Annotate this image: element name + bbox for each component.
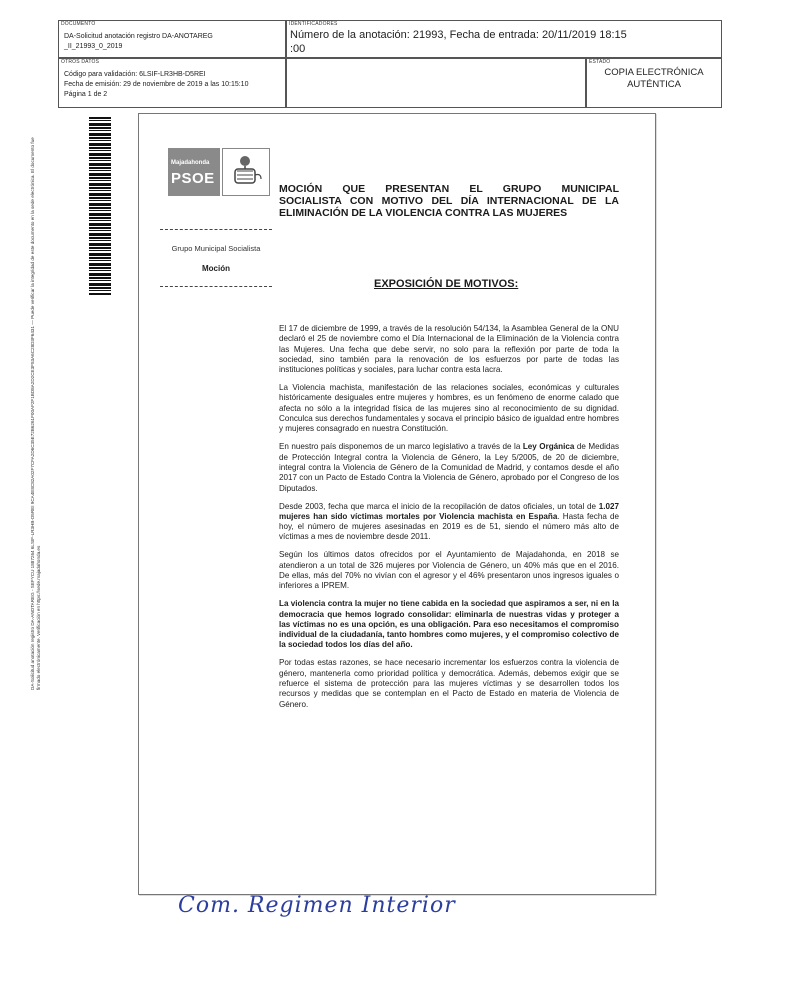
p3-text-a: En nuestro país disponemos de un marco legislativo a través de la bbox=[279, 442, 523, 452]
paragraph-3 bbox=[279, 442, 619, 493]
barcode-icon bbox=[89, 117, 111, 295]
registro-line-1: Número de la anotación: 21993, Fecha de entrada: 20/11/2019 18:15 bbox=[290, 29, 627, 41]
divider-bottom bbox=[160, 286, 272, 287]
copia-line-1: COPIA ELECTRÓNICA bbox=[604, 67, 704, 78]
body-text bbox=[279, 324, 619, 718]
p3-text-c: de Medidas de Protección Integral contra la Violencia de Género, la Ley 5/2005, de 20 de diciembre, integral contra la Violencia de Género de la Comunidad de Madrid, y contamos desde el año 2017 con un Pacto de Estado Contra la Violencia de Género, aprobado por el Congreso de los Diputados. bbox=[279, 442, 619, 493]
paragraph-4 bbox=[279, 502, 619, 543]
document-id: _II_21993_0_2019 bbox=[64, 43, 123, 50]
paragraph-2: La Violencia machista, manifestación de las relaciones sociales, económicas y culturales históricamente desiguales entre mujeres y hombres, es un fenómeno de enorme calado que afecta no sólo a la integridad física de las mujeres sino al reconocimiento de su dignidad. Conculca sus derechos fundamentales y socava el principio básico de igualdad entre hombres y mujeres consagrado en nuestra Constitución. bbox=[279, 383, 619, 434]
logo-box bbox=[168, 148, 220, 196]
paragraph-1: El 17 de diciembre de 1999, a través de la resolución 54/134, la Asamblea General de la ONU declaró el 25 de noviembre como el Día Internacional de la Eliminación de la Violencia contra las Mujeres. Una fecha que debe servir, no solo para la reflexión por parte de toda la sociedad, sino también para la renovación de los esfuerzos por parte de todas las instituciones políticas y sociales, para luchar contra esta lacra. bbox=[279, 324, 619, 375]
motion-title bbox=[279, 183, 619, 219]
otros-datos-label: OTROS DATOS bbox=[61, 59, 100, 65]
emission-date: Fecha de emisión: 29 de noviembre de 2019 a las 10:15:10 bbox=[64, 81, 249, 88]
title-line-3: ELIMINACIÓN DE LA VIOLENCIA CONTRA LAS MUJERES bbox=[279, 207, 568, 219]
page-indicator: Página 1 de 2 bbox=[64, 91, 108, 98]
document-type: Moción bbox=[202, 264, 230, 273]
divider-top bbox=[160, 229, 272, 230]
title-line-1: MOCIÓN QUE PRESENTAN EL GRUPO MUNICIPAL bbox=[279, 183, 619, 195]
estado-label: ESTADO bbox=[589, 59, 611, 65]
p4-text-a: Desde 2003, fecha que marca el inicio de la recopilación de datos oficiales, un total de bbox=[279, 501, 599, 511]
psoe-logo bbox=[168, 148, 272, 196]
registro-line-2: :00 bbox=[290, 43, 306, 55]
side-verification-text: DA-Solicitud anotación registro DA-ANOTAREG - SEFYCU 1887264 6LSIF-LR3HB-D5REI 9CA4E8C82A02F7CFA2D6C35E72B6261F00AF2F1BD8A2D2CE3F53A6C28D3F6431 — Puede verificar la integridad de este documento en la sede electrónica. El documento fue firmado electrónicamente. Verificación en https://sede.majadahonda.es bbox=[30, 137, 41, 690]
logo-city: Majadahonda bbox=[171, 160, 210, 166]
paragraph-7: Por todas estas razones, se hace necesario incrementar los esfuerzos contra la violencia de género, mantenerla como prioridad política y democrática. Además, debemos exigir que se refuerce el sistema de protección para las mujeres víctimas y se desarrollen todos los recursos y medidas que se contemplan en el Pacto de Estado en materia de Violencia de Género. bbox=[279, 658, 619, 709]
title-line-2: SOCIALISTA CON MOTIVO DEL DÍA INTERNACIONAL DE LA bbox=[279, 195, 619, 207]
p4-text-c: . Hasta fecha de hoy, el número de mujeres asesinadas en 2019 es de 51, siendo el número más alto de víctimas a mes de noviembre desde 2011. bbox=[279, 511, 619, 542]
p4-bold: 1.027 mujeres han sido víctimas mortales por Violencia machista en España bbox=[279, 501, 619, 521]
copia-autentica-stamp bbox=[594, 67, 714, 91]
paragraph-6: La violencia contra la mujer no tiene cabida en la sociedad que aspiramos a ser, ni en la democracia que hemos logrado consolidar: eliminarla de nuestras vidas y proteger a las víctimas no es una opción, es una obligación. Para eso necesitamos el compromiso individual de la ciudadanía, tanto hombres como mujeres, y el compromiso colectivo de la sociedad todos los días del año. bbox=[279, 599, 619, 650]
registro-label: IDENTIFICADORES bbox=[289, 21, 338, 27]
section-heading: EXPOSICIÓN DE MOTIVOS: bbox=[374, 278, 519, 290]
fist-rose-icon bbox=[222, 148, 270, 196]
validation-code: Código para validación: 6LSIF-LR3HB-D5REI bbox=[64, 71, 206, 78]
copia-line-2: AUTÉNTICA bbox=[627, 79, 681, 90]
documento-label: DOCUMENTO bbox=[61, 21, 96, 27]
paragraph-5: Según los últimos datos ofrecidos por el Ayuntamiento de Majadahonda, en 2018 se atendieron a un total de 326 mujeres por Violencia de Género, un 40% más que en el 2016. De ellas, más del 70% no vivían con el agresor y el 46% presentaron unos ingresos iguales o inferiores a IPREM. bbox=[279, 550, 619, 591]
document-description: DA-Solicitud anotación registro DA-ANOTAREG bbox=[64, 33, 213, 40]
handwritten-note: Com. Regimen Interior bbox=[178, 893, 456, 918]
group-label: Grupo Municipal Socialista bbox=[171, 244, 261, 253]
p3-bold: Ley Orgánica bbox=[522, 442, 575, 452]
logo-brand: PSOE bbox=[171, 170, 215, 187]
header-box-mid bbox=[286, 58, 586, 108]
